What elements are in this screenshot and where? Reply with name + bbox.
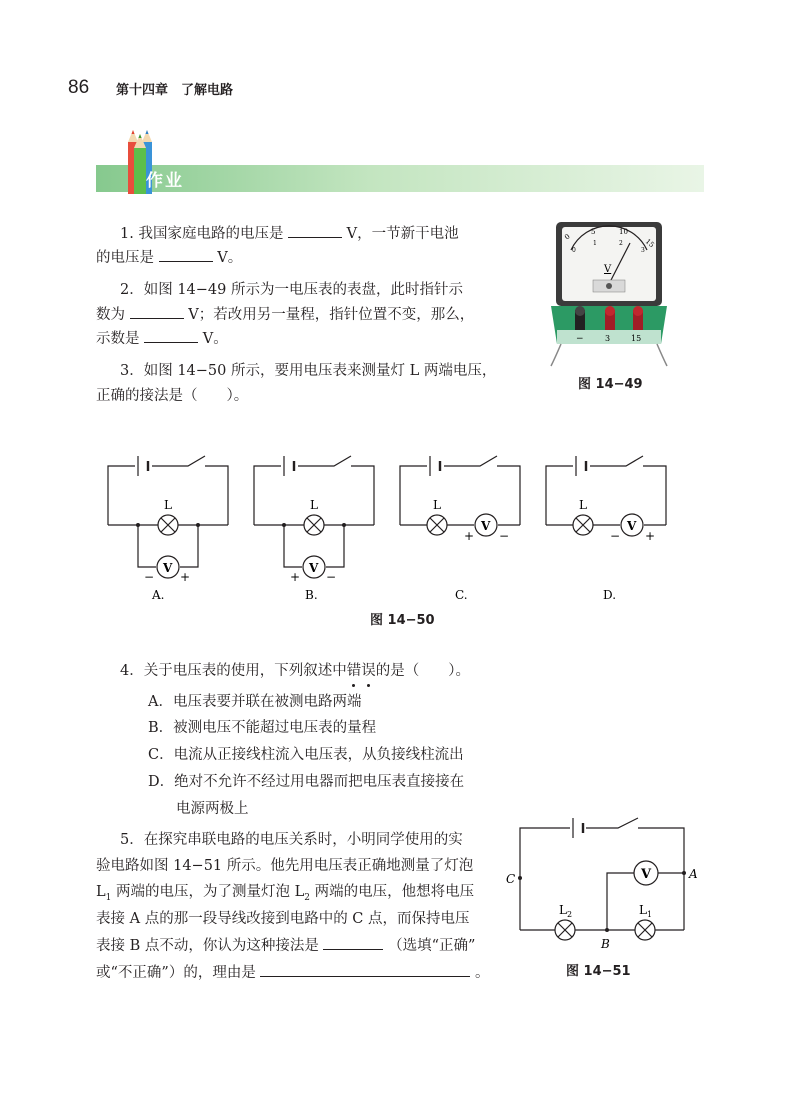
q2-text: 数为: [96, 307, 125, 323]
lamp-label-b: L: [310, 498, 318, 512]
plus-b: +: [290, 570, 301, 584]
section-title: 作业: [146, 171, 184, 191]
lamp-l2: [559, 903, 572, 919]
q1-text: V。: [217, 250, 243, 266]
point-b: B: [601, 937, 610, 951]
circuit-14-51: [500, 810, 700, 955]
q5-text: 两端的电压，他想将电压: [309, 884, 475, 900]
q5-text: 两端的电压，为了测量灯泡 L: [111, 884, 305, 900]
plus-a: +: [180, 570, 191, 584]
section-banner: [96, 165, 704, 192]
terminal-3: 3: [605, 334, 611, 343]
q3-line2: 正确的接法是（ ）。: [96, 388, 249, 404]
figure-caption-14-50: 图 14−50: [370, 613, 435, 628]
figure-caption-14-49: 图 14−49: [578, 377, 643, 392]
voltmeter-illustration: [549, 218, 669, 368]
scale-top-5: 5: [591, 228, 596, 236]
lamp-label-d: L: [579, 498, 587, 512]
meter-v-b: V: [309, 561, 319, 575]
q5-text: L: [96, 884, 106, 900]
scale-top-0: 0: [563, 232, 572, 242]
point-c: C: [506, 872, 516, 886]
q5-blank-2[interactable]: [260, 962, 470, 977]
q2-text: V；若改用另一量程，指针位置不变，那么，: [188, 307, 475, 323]
meter-v-a: V: [163, 561, 173, 575]
q4-choice-d-cont: 电源两极上: [176, 801, 249, 817]
lamp-l2-letter: L: [559, 903, 567, 917]
q5-line1: 5．在探究串联电路的电压关系时，小明同学使用的实: [120, 832, 463, 848]
minus-c: −: [499, 529, 510, 543]
q4-choice-a[interactable]: A．电压表要并联在被测电路两端: [148, 694, 362, 710]
meter-unit: V: [604, 264, 612, 275]
scale-top-10: 10: [619, 228, 628, 236]
q2-text: 示数是: [96, 331, 140, 347]
plus-d: +: [645, 529, 656, 543]
circuits-14-50: [100, 450, 680, 610]
q3-line1: 3．如图 14−50 所示，要用电压表来测量灯 L 两端电压，: [120, 363, 497, 379]
figure-caption-14-51: 图 14−51: [566, 964, 631, 979]
q4-text: 4．关于电压表的使用，下列叙述中: [120, 663, 347, 679]
chapter-title: 第十四章 了解电路: [116, 83, 234, 98]
q1-text: V，一节新干电池: [346, 226, 459, 242]
minus-a: −: [144, 570, 155, 584]
option-c: C.: [455, 588, 468, 602]
scale-bot-3: 3: [641, 247, 645, 254]
q5-sub: 1: [105, 892, 112, 903]
scale-bot-2: 2: [619, 240, 623, 247]
q1-text: 的电压是: [96, 250, 154, 266]
q2-line1: 2．如图 14−49 所示为一电压表的表盘，此时指针示: [120, 282, 463, 298]
q4-text: 的是（ ）。: [375, 663, 470, 679]
q1-line1: [120, 223, 459, 244]
q5-sub: 2: [304, 892, 310, 903]
q4-choice-c[interactable]: C．电流从正接线柱流入电压表，从负接线柱流出: [148, 747, 464, 763]
option-b: B.: [305, 588, 318, 602]
q1-text: 1. 我国家庭电路的电压是: [120, 226, 284, 242]
q4-emphasis-1: 错: [346, 663, 362, 679]
q5-line5: [96, 935, 475, 956]
terminal-15: 15: [631, 334, 642, 343]
q2-line3: [96, 328, 228, 349]
q5-text: 表接 B 点不动，你认为这种接法是: [96, 938, 319, 954]
lamp-l1: [639, 903, 652, 919]
scale-bot-0: 0: [572, 247, 576, 254]
point-a: A: [689, 867, 698, 881]
meter-v-51: V: [641, 867, 652, 882]
q2-blank-1[interactable]: [130, 304, 184, 319]
q4-choice-b[interactable]: B．被测电压不能超过电压表的量程: [148, 720, 377, 736]
q2-text: V。: [202, 331, 228, 347]
q5-text: 或“不正确”）的，理由是: [96, 965, 256, 981]
q2-blank-2[interactable]: [144, 328, 198, 343]
lamp-l1-letter: L: [639, 903, 647, 917]
lamp-l1-sub: 1: [646, 910, 653, 919]
q5-line2: 验电路如图 14−51 所示。他先用电压表正确地测量了灯泡: [96, 858, 474, 874]
lamp-label-c: L: [433, 498, 441, 512]
q4-emphasis-2: 误: [361, 663, 376, 679]
q4-choice-d[interactable]: D．绝对不允许不经过用电器而把电压表直接接在: [148, 774, 465, 790]
q5-blank-1[interactable]: [323, 935, 383, 950]
q5-text: （选填“正确”: [388, 938, 476, 954]
lamp-label-a: L: [164, 498, 172, 512]
q4-stem: [120, 661, 470, 681]
q1-blank-2[interactable]: [159, 247, 213, 262]
meter-v-d: V: [627, 519, 637, 533]
terminal-minus: −: [576, 334, 584, 344]
q1-blank-1[interactable]: [288, 223, 342, 238]
minus-d: −: [610, 529, 621, 543]
option-d: D.: [603, 588, 617, 602]
meter-v-c: V: [481, 519, 491, 533]
q5-line4: 表接 A 点的那一段导线改接到电路中的 C 点，而保持电压: [96, 911, 470, 927]
minus-b: −: [326, 570, 337, 584]
scale-bot-1: 1: [593, 240, 597, 247]
plus-c: +: [464, 529, 475, 543]
option-a: A.: [152, 588, 165, 602]
q5-line3: [96, 882, 474, 908]
lamp-l2-sub: 2: [566, 910, 573, 919]
q5-line6: [96, 962, 490, 983]
q5-text: 。: [475, 965, 490, 981]
q1-line2: [96, 247, 242, 268]
page-number: 86: [68, 77, 90, 98]
q2-line2: [96, 304, 474, 325]
scale-top-15: 15: [643, 237, 656, 250]
